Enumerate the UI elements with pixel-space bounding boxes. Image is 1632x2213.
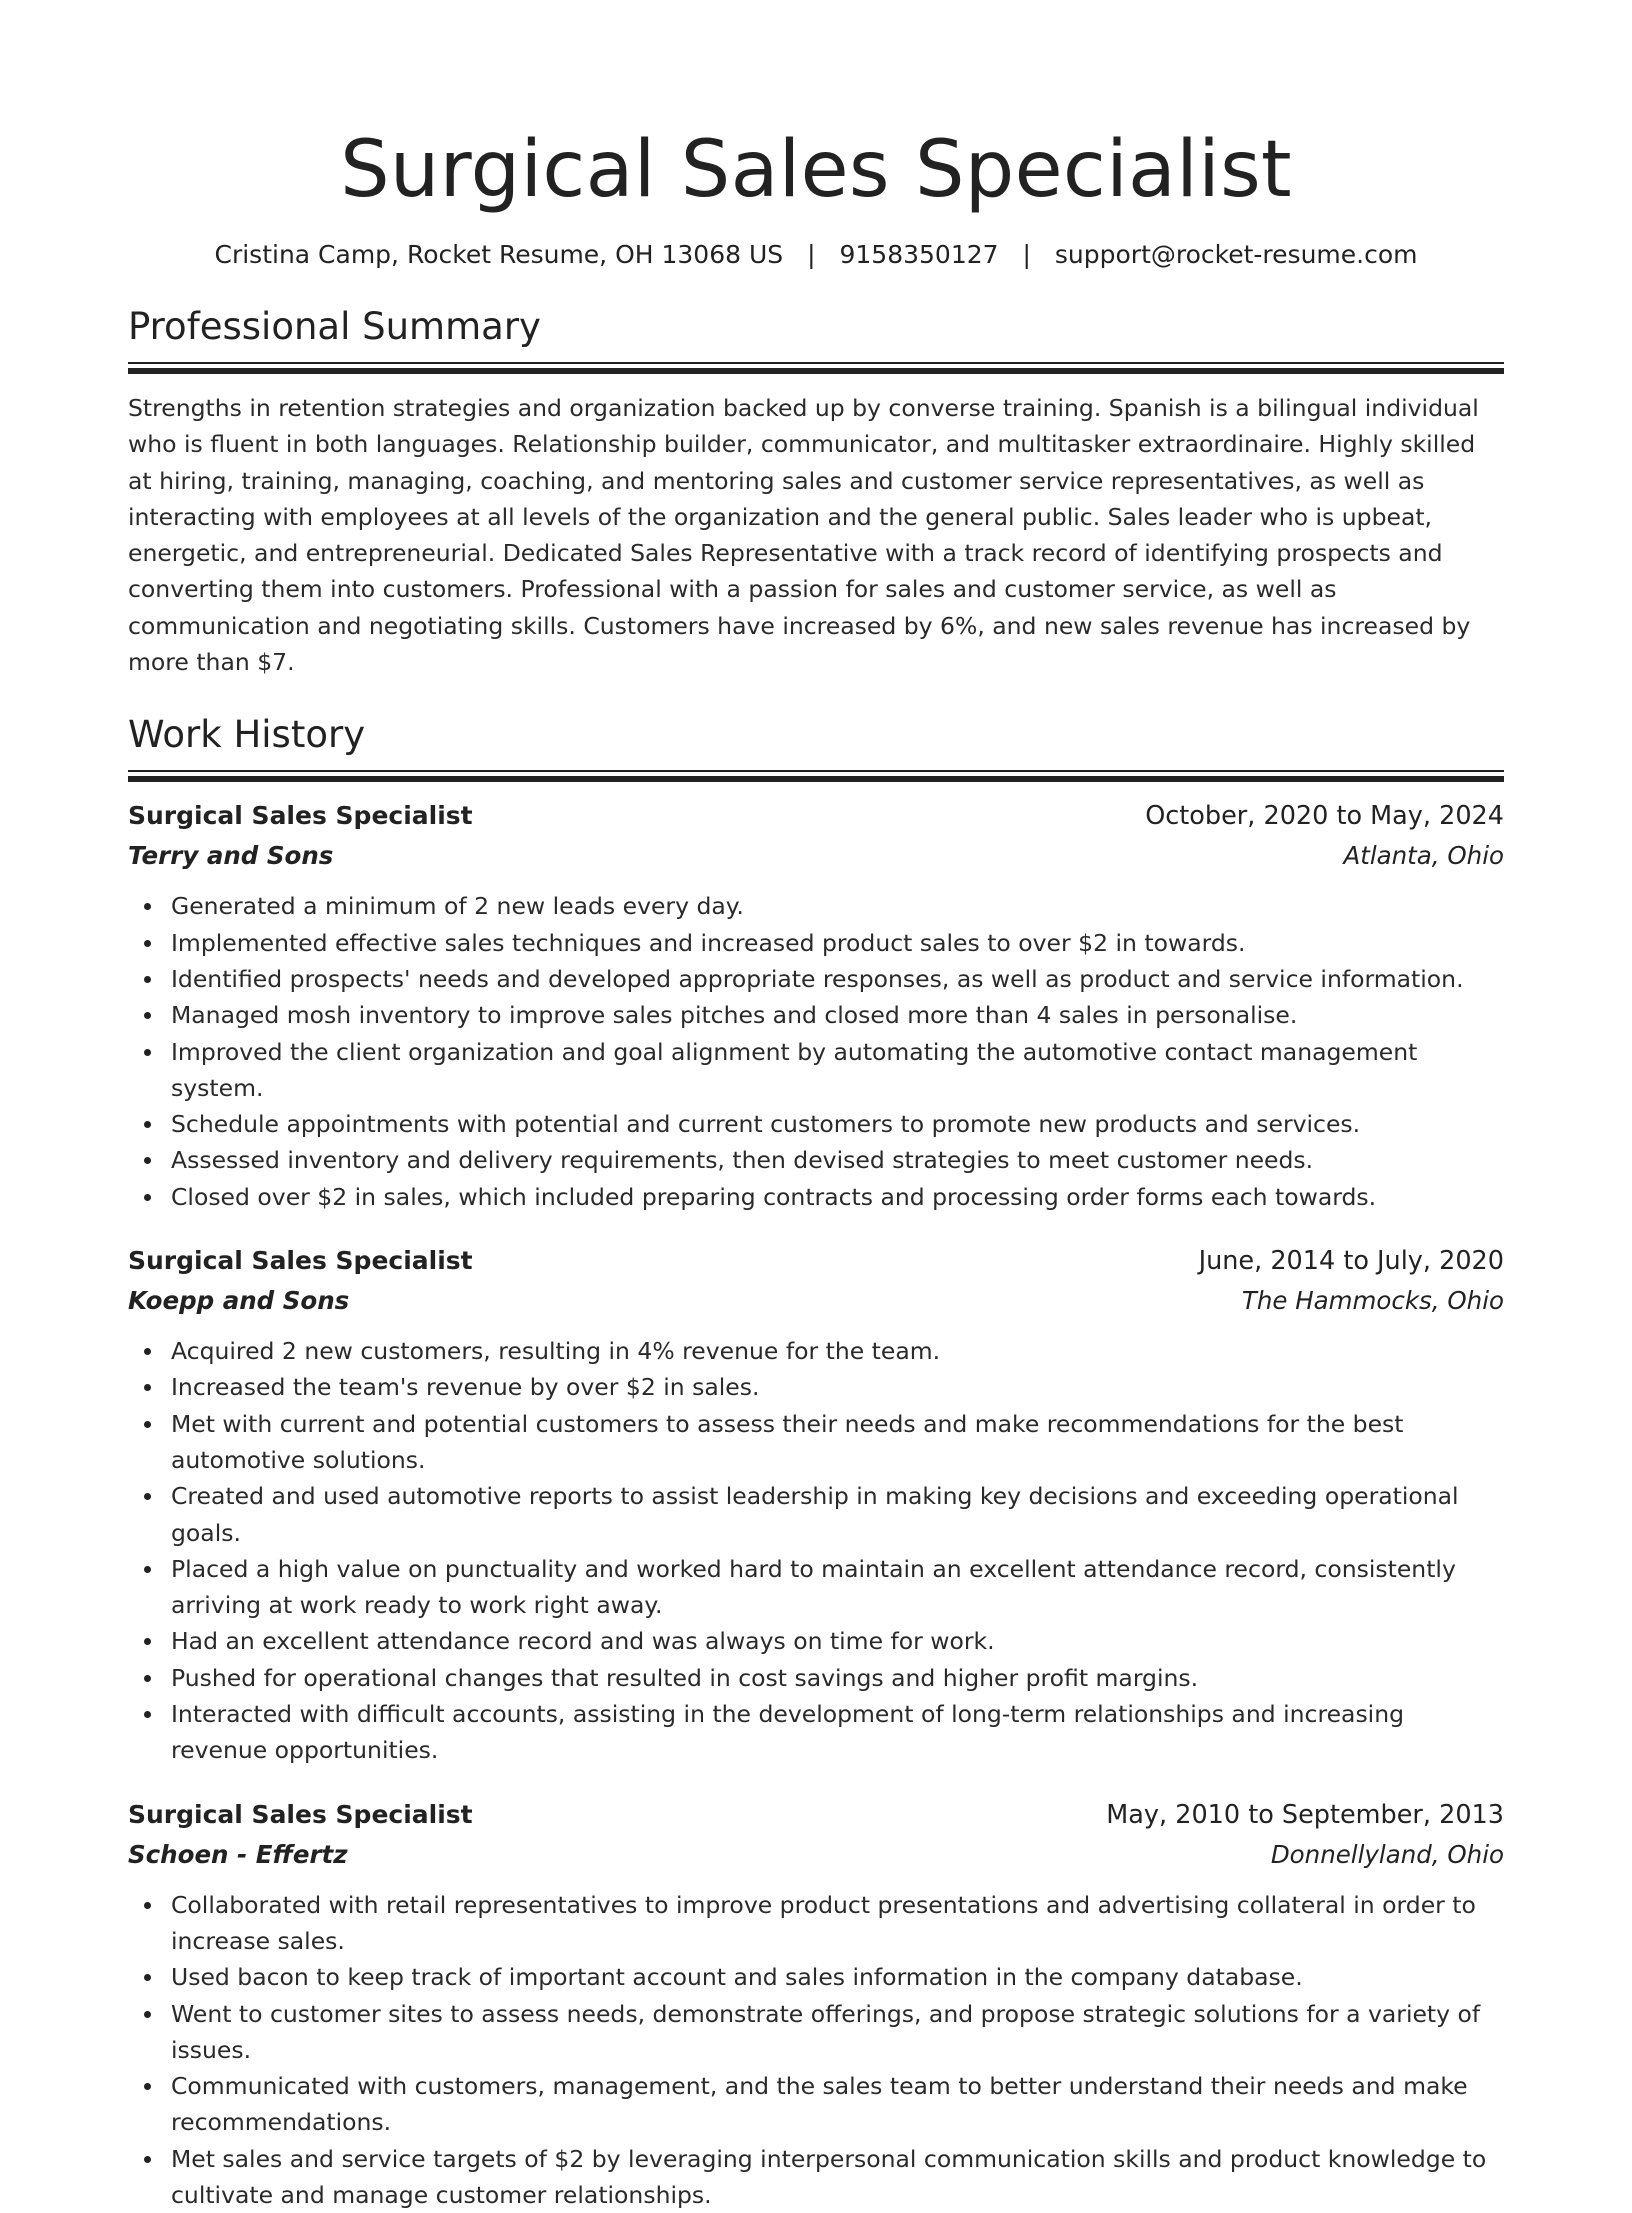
job-bullet: Acquired 2 new customers, resulting in 4% revenue for the team. bbox=[171, 1333, 1504, 1369]
job-bullet: Managed mosh inventory to improve sales pitches and closed more than 4 sales in personalise. bbox=[171, 997, 1504, 1033]
job-bullet: Met with current and potential customers to assess their needs and make recommendations for the best automotive solutions. bbox=[171, 1406, 1504, 1479]
job-bullet: Generated a minimum of 2 new leads every day. bbox=[171, 888, 1504, 924]
job-entry bbox=[128, 796, 1504, 1215]
job-location: Donnellyland, Ohio bbox=[1270, 1839, 1504, 1869]
job-bullet: Closed over $2 in sales, which included preparing contracts and processing order forms each towards. bbox=[171, 1179, 1504, 1215]
job-dates: May, 2010 to September, 2013 bbox=[1106, 1799, 1504, 1830]
job-bullet: Implemented effective sales techniques and increased product sales to over $2 in towards. bbox=[171, 925, 1504, 961]
job-bullet: Identified prospects' needs and developed appropriate responses, as well as product and service information. bbox=[171, 961, 1504, 997]
job-bullet: Pushed for operational changes that resulted in cost savings and higher profit margins. bbox=[171, 1660, 1504, 1696]
job-bullet: Went to customer sites to assess needs, demonstrate offerings, and propose strategic solutions for a variety of issues. bbox=[171, 1996, 1504, 2069]
job-bullet: Created and used automotive reports to assist leadership in making key decisions and exceeding operational goals. bbox=[171, 1478, 1504, 1551]
contact-phone: 9158350127 bbox=[839, 240, 999, 269]
contact-separator: | bbox=[1022, 240, 1031, 269]
job-bullet: Had an excellent attendance record and was always on time for work. bbox=[171, 1623, 1504, 1659]
section-divider bbox=[128, 362, 1504, 374]
contact-line bbox=[128, 238, 1504, 272]
section-divider bbox=[128, 770, 1504, 782]
job-bullet: Interacted with difficult accounts, assisting in the development of long-term relationships and increasing revenue opportunities. bbox=[171, 1696, 1504, 1769]
job-location: The Hammocks, Ohio bbox=[1241, 1286, 1504, 1316]
job-bullet: Communicated with customers, management, and the sales team to better understand their needs and make recommendations. bbox=[171, 2068, 1504, 2141]
job-company: Koepp and Sons bbox=[128, 1286, 350, 1316]
section-heading-summary: Professional Summary bbox=[128, 305, 541, 348]
job-location: Atlanta, Ohio bbox=[1343, 841, 1504, 871]
job-company: Schoen - Effertz bbox=[128, 1839, 348, 1869]
job-title: Surgical Sales Specialist bbox=[128, 1799, 473, 1829]
resume-title: Surgical Sales Specialist bbox=[340, 125, 1292, 215]
job-bullet: Collaborated with retail representatives to improve product presentations and advertising collateral in order to increase sales. bbox=[171, 1887, 1504, 1960]
job-title: Surgical Sales Specialist bbox=[128, 1246, 473, 1276]
job-bullet-list bbox=[128, 1333, 1504, 1769]
job-title: Surgical Sales Specialist bbox=[128, 801, 473, 831]
job-entry bbox=[128, 1241, 1504, 1769]
job-entry bbox=[128, 1795, 1504, 2213]
job-bullet-list bbox=[128, 888, 1504, 1215]
job-bullet: Placed a high value on punctuality and worked hard to maintain an excellent attendance record, consistently arriving at work ready to work right away. bbox=[171, 1551, 1504, 1624]
job-company: Terry and Sons bbox=[128, 841, 334, 871]
section-heading-work-history: Work History bbox=[128, 713, 366, 757]
job-bullet: Met sales and service targets of $2 by leveraging interpersonal communication skills and product knowledge to cultivate and manage customer relationships. bbox=[171, 2141, 1504, 2213]
job-bullet-list bbox=[128, 1887, 1504, 2213]
job-bullet: Improved the client organization and goal alignment by automating the automotive contact management system. bbox=[171, 1034, 1504, 1107]
job-bullet: Used bacon to keep track of important account and sales information in the company database. bbox=[171, 1959, 1504, 1995]
summary-text: Strengths in retention strategies and organization backed up by converse training. Spanish is a bilingual individual who is fluent in both languages. Relationship builder, communicator, and multitasker extraordinaire. Highly skilled at hiring, training, managing, coaching, and mentoring sales and customer service representatives, as well as interacting with employees at all levels of the organization and the general public. Sales leader who is upbeat, energetic, and entrepreneurial. Dedicated Sales Representative with a track record of identifying prospects and converting them into customers. Professional with a passion for sales and customer service, as well as communication and negotiating skills. Customers have increased by 6%, and new sales revenue has increased by more than $7. bbox=[128, 394, 1479, 677]
job-bullet: Assessed inventory and delivery requirements, then devised strategies to meet customer needs. bbox=[171, 1142, 1504, 1178]
job-bullet: Increased the team's revenue by over $2 in sales. bbox=[171, 1369, 1504, 1405]
contact-address: Cristina Camp, Rocket Resume, OH 13068 US bbox=[214, 240, 784, 269]
job-bullet: Schedule appointments with potential and current customers to promote new products and services. bbox=[171, 1106, 1504, 1142]
contact-email: support@rocket-resume.com bbox=[1054, 240, 1418, 269]
contact-separator: | bbox=[807, 240, 816, 269]
job-dates: October, 2020 to May, 2024 bbox=[1145, 801, 1504, 832]
job-dates: June, 2014 to July, 2020 bbox=[1198, 1246, 1504, 1277]
